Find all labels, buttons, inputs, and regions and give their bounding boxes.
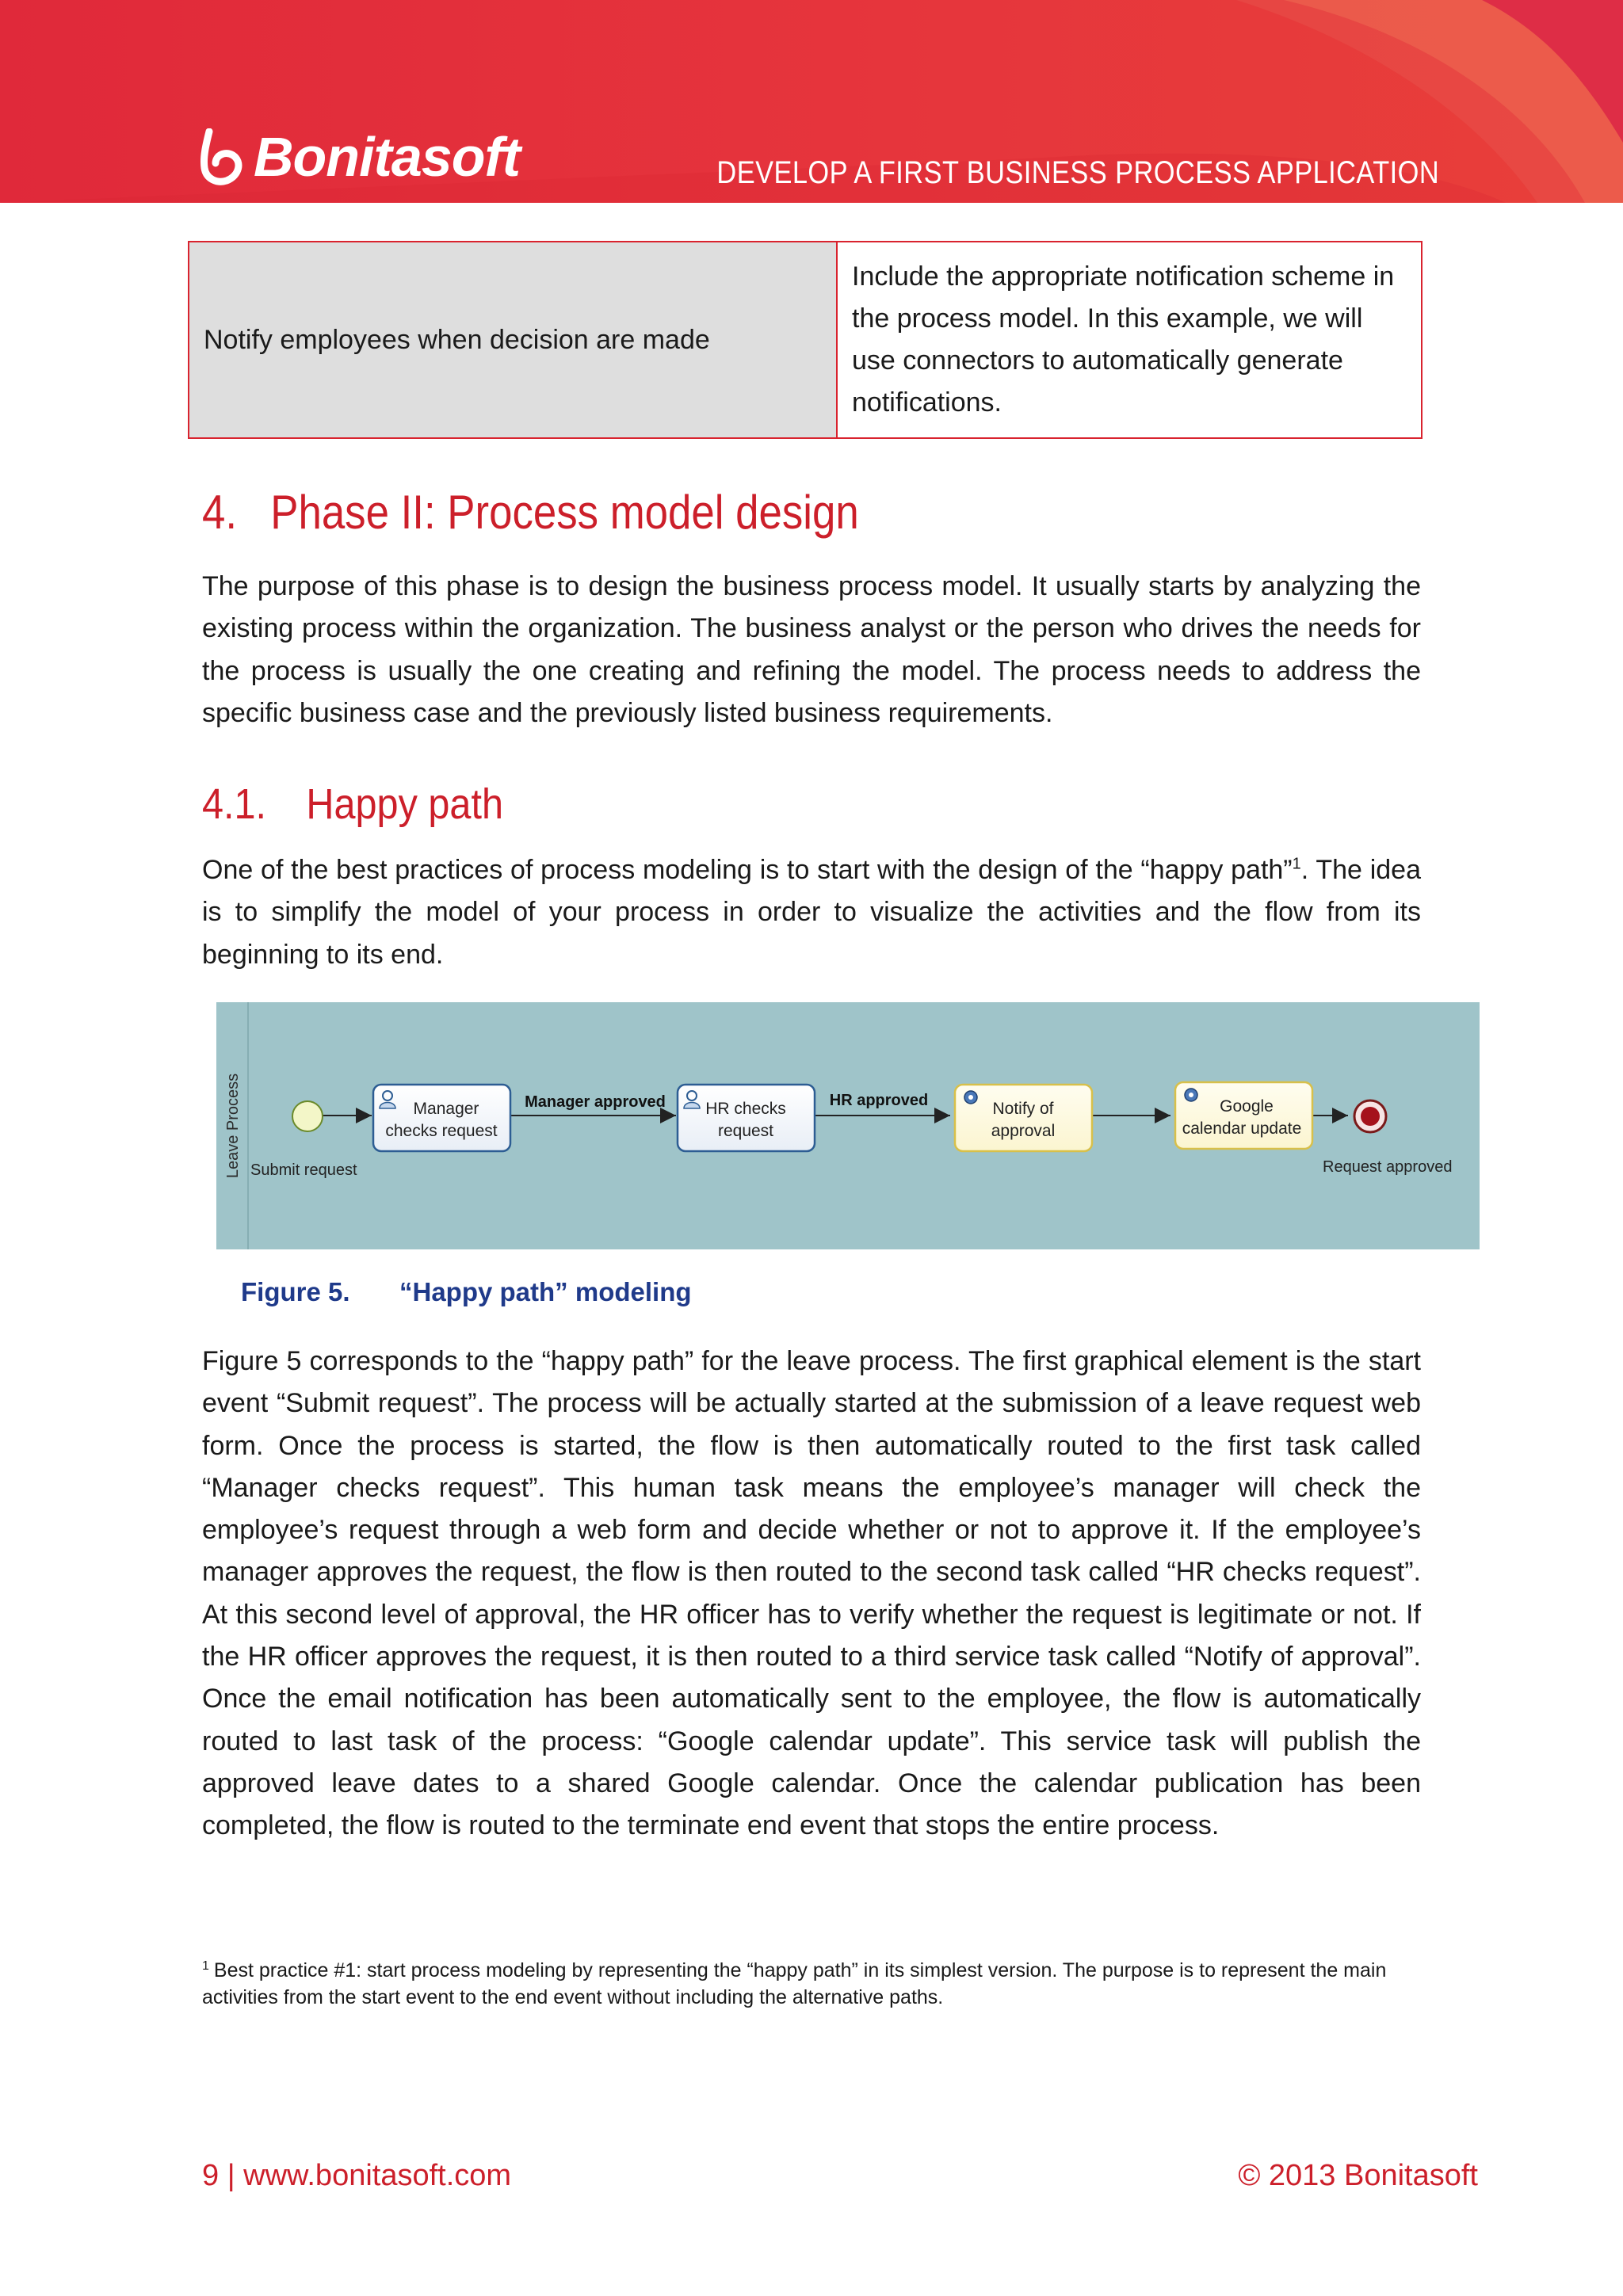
terminate-end-event[interactable] <box>1354 1100 1386 1132</box>
bonitasoft-logo-icon <box>198 128 247 185</box>
task-label-line1: HR checks <box>705 1100 786 1118</box>
happy-path-text-end: . The idea is to simplify the model of your process in order to visualize the activities and the flow from its beginning to its end. <box>202 855 1421 970</box>
task-label-line2: checks request <box>385 1122 498 1140</box>
section-title: Phase II: Process model design <box>270 486 859 539</box>
bpmn-diagram <box>216 1002 1480 1249</box>
happy-path-text-start: One of the best practices of process modeling is to start with the design of the “happy path” <box>202 855 1293 885</box>
header-title: DEVELOP A FIRST BUSINESS PROCESS APPLICATION <box>716 155 1439 190</box>
figure-number: Figure 5. <box>241 1277 350 1306</box>
figure-caption <box>241 1277 692 1307</box>
task-manager-checks-request[interactable] <box>373 1085 510 1151</box>
task-label-line1: Manager <box>413 1100 479 1118</box>
footer-copyright: © 2013 Bonitasoft <box>1238 2159 1478 2192</box>
flow-label-manager-approved: Manager approved <box>525 1093 666 1111</box>
footer-page-info <box>202 2159 511 2193</box>
header-banner <box>0 0 1623 203</box>
brand-logo <box>198 125 520 189</box>
subsection-heading <box>202 780 503 829</box>
footer-separator: | <box>227 2159 235 2192</box>
service-task-gear-icon <box>1185 1089 1197 1101</box>
task-label-line2: calendar update <box>1182 1119 1302 1138</box>
approach-cell: Include the appropriate notification scheme in the process model. In this example, we will use connectors to automatically generate notifications. <box>837 242 1422 438</box>
page-number: 9 <box>202 2159 220 2192</box>
subsection-number: 4.1. <box>202 780 267 828</box>
task-label-line1: Notify of <box>992 1100 1054 1118</box>
footnote-number: 1 <box>202 1958 209 1973</box>
section-number: 4. <box>202 486 238 539</box>
footnote-reference[interactable]: 1 <box>1292 855 1301 873</box>
table-row <box>189 242 1422 438</box>
footnote-text: Best practice #1: start process modeling by representing the “happy path” in its simplest version. The purpose is to represent the main activities from the start event to the end event without including the alternative paths. <box>202 1959 1387 2008</box>
subsection-title: Happy path <box>306 780 503 828</box>
task-label-line1: Google <box>1220 1097 1274 1116</box>
figure-title: “Happy path” modeling <box>399 1277 692 1306</box>
end-event-label: Request approved <box>1323 1158 1453 1176</box>
brand-name: Bonitasoft <box>254 126 521 188</box>
task-label-line2: request <box>717 1122 774 1140</box>
requirement-cell: Notify employees when decision are made <box>189 242 837 438</box>
task-google-calendar-update[interactable] <box>1175 1082 1312 1149</box>
requirements-table <box>188 241 1423 439</box>
process-diagram <box>216 1002 1480 1249</box>
happy-path-paragraph <box>202 849 1421 976</box>
task-label-line2: approval <box>991 1122 1056 1140</box>
start-event[interactable] <box>292 1101 323 1131</box>
task-hr-checks-request[interactable] <box>678 1085 815 1151</box>
footer-url-link[interactable]: www.bonitasoft.com <box>243 2159 512 2192</box>
section-heading <box>202 485 859 540</box>
task-notify-of-approval[interactable] <box>955 1085 1092 1151</box>
section-intro-paragraph: The purpose of this phase is to design the business process model. It usually starts by analyzing the existing process within the organization. The business analyst or the person who drives the needs for the process is usually the one creating and refining the model. The process needs to address the specific business case and the previously listed business requirements. <box>202 571 1421 728</box>
start-event-label: Submit request <box>250 1161 357 1179</box>
footnote <box>202 1957 1423 2011</box>
service-task-gear-icon <box>964 1091 977 1104</box>
pool-label: Leave Process <box>224 1073 242 1179</box>
body-paragraph: Figure 5 corresponds to the “happy path” for the leave process. The first graphical element is the start event “Submit request”. The process will be actually started at the submission of a leave request web form. Once the process is started, the flow is then automatically routed to the first task called “Manager checks request”. This human task means the employee’s manager will check the employee’s request through a web form and decide whether or not to approve it. If the employee’s manager approves the request, the flow is then routed to the second task called “HR checks request”. At this second level of approval, the HR officer has to verify whether the request is legitimate or not. If the HR officer approves the request, it is then routed to a third service task called “Notify of approval”. Once the email notification has been automatically sent to the employee, the flow is automatically routed to last task of the process: “Google calendar update”. This service task will publish the approved leave dates to a shared Google calendar. Once the calendar publication has been completed, the flow is routed to the terminate end event that stops the entire process. <box>202 1346 1421 1841</box>
flow-label-hr-approved: HR approved <box>829 1092 929 1109</box>
